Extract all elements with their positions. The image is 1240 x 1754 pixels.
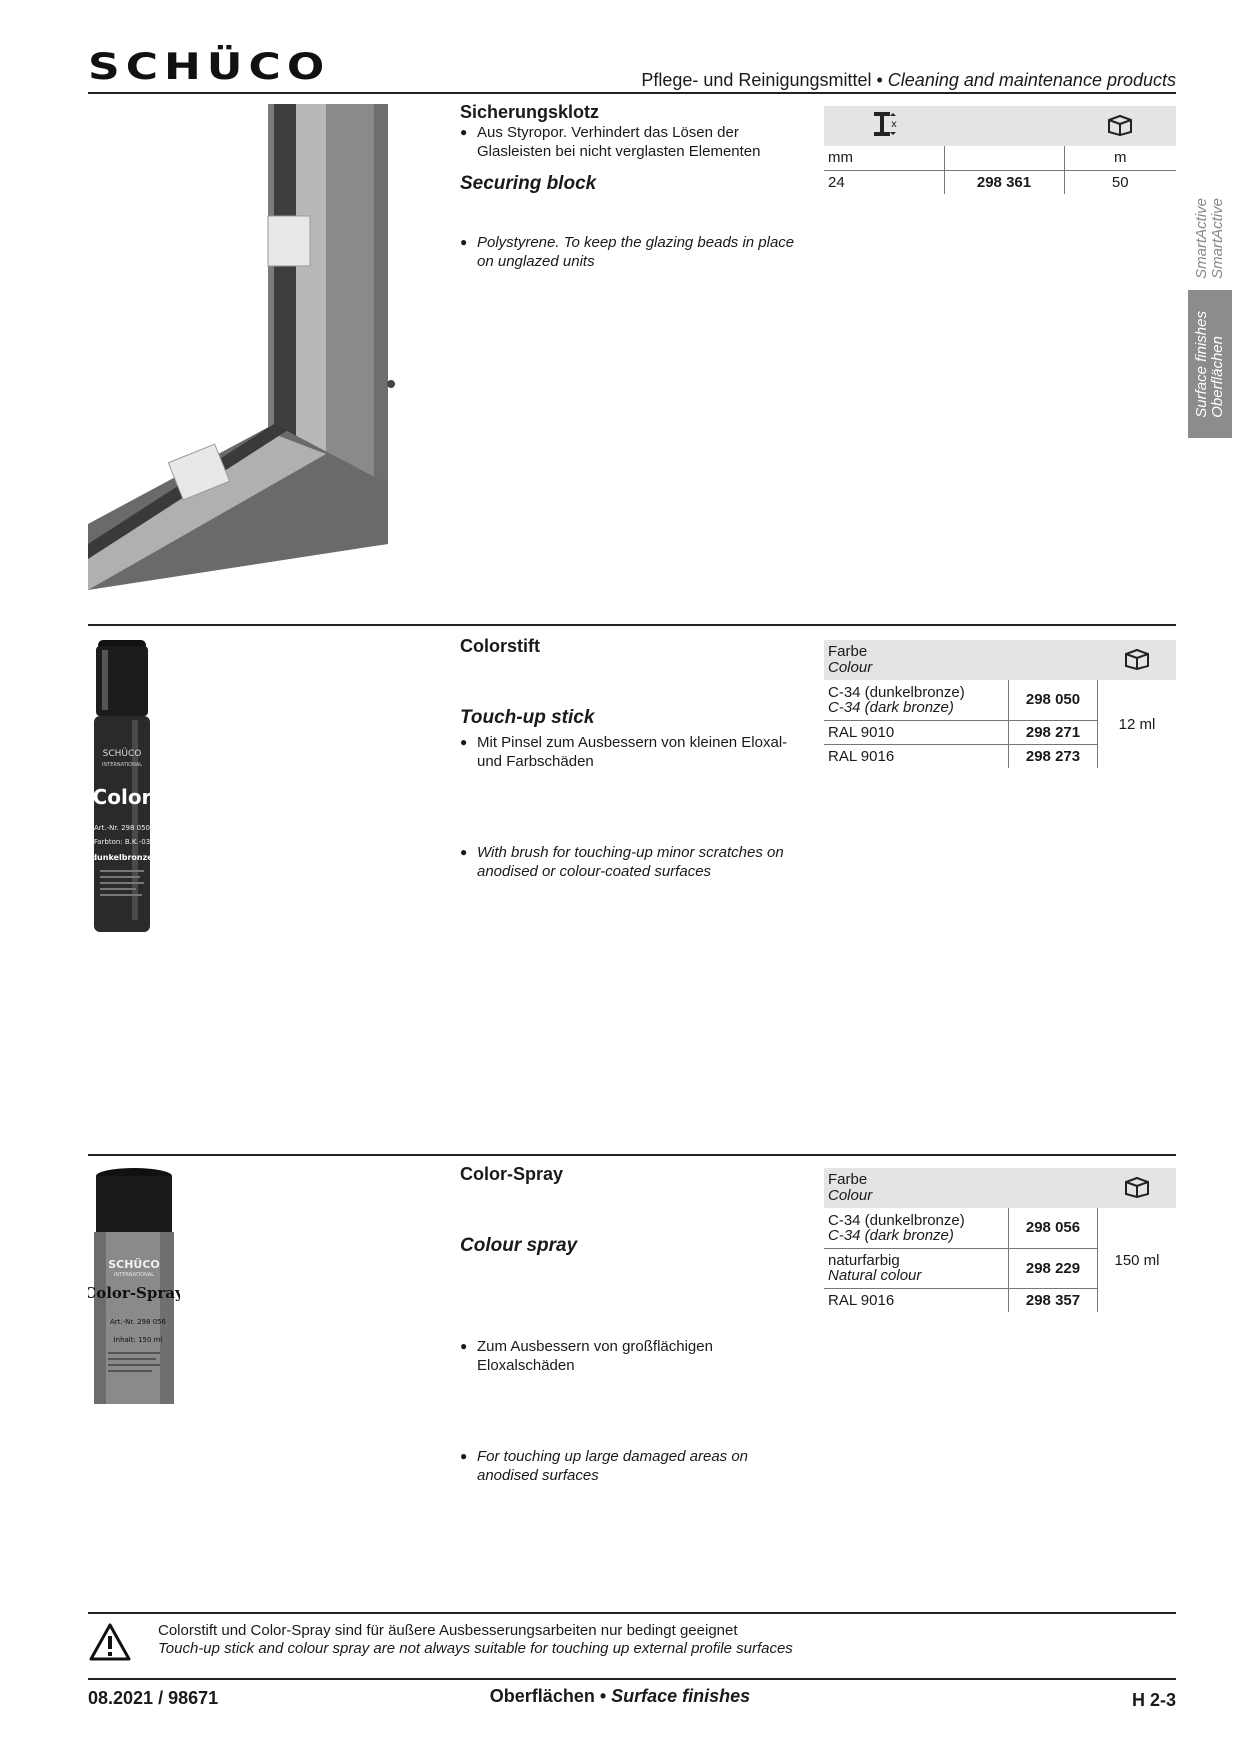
touch-up-stick-image [88,638,158,936]
product-desc-en: ● Polystyrene. To keep the glazing beads in place on unglazed units [460,233,797,271]
colour-row-de: RAL 9010 [824,720,1009,744]
article-number: 298 357 [1009,1288,1098,1312]
product-desc-de: ● Zum Ausbessern von großflächigen Eloxalschäden [460,1337,797,1375]
footer-section-de: Oberflächen • [489,1686,612,1706]
spray-big-label: Color-Spray [88,1284,180,1302]
product-title-en: Colour spray [460,1235,578,1256]
side-tab-surface-en: Surface finishes [1193,310,1210,418]
side-tab-smartactive-en: SmartActive [1209,197,1226,279]
footer-doc-id: 08.2021 / 98671 [88,1688,219,1708]
header-rule [88,92,1176,94]
section-rule [88,624,1176,626]
side-tab-smartactive[interactable] [1188,192,1232,284]
colour-row-en: C-34 (dark bronze) [828,698,954,716]
warning-text-de: Colorstift und Color-Spray sind für äußere Ausbesserungsarbeiten nur bedingt geeignet [158,1622,738,1639]
qty-value: 50 [1064,170,1176,194]
colour-header-en: Colour [828,659,873,676]
colour-row-en: Natural colour [828,1267,922,1284]
colour-row-de: RAL 9016 [828,1291,895,1309]
spray-sub-label: INTERNATIONAL [113,1272,155,1278]
article-number: 298 273 [1009,744,1098,768]
product-title-en: Securing block [460,173,597,194]
article-number: 298 271 [1009,720,1098,744]
footer-section [0,1686,1240,1707]
stick-label-2: Farbton: B.K.-03 [93,838,151,846]
product-title-de: Sicherungsklotz [460,102,600,122]
article-number: 298 050 [1009,680,1098,720]
warning-text-en: Touch-up stick and colour spray are not always suitable for touching up external profile surfaces [158,1640,793,1657]
package-icon [1098,640,1177,680]
product-title-en: Touch-up stick [460,707,595,728]
colour-spray-table [824,1168,1176,1312]
package-icon [1064,106,1176,146]
page-header-title [641,70,1176,91]
colour-header-en: Colour [828,1187,873,1204]
unit-mm: mm [824,146,944,170]
footer-section-en: Surface finishes [611,1686,751,1706]
colour-row-de: C-34 (dunkelbronze) [828,1211,965,1229]
securing-block-image [88,104,398,590]
colour-header-de: Farbe [828,643,868,660]
article-number: 298 229 [1009,1248,1098,1288]
stick-big-label: Color [92,785,152,809]
side-tab-surface-de: Oberflächen [1209,335,1226,418]
schueco-logo: SCHÜCO [88,46,331,88]
qty-value: 150 ml [1098,1208,1177,1312]
product-desc-en: ● For touching up large damaged areas on anodised surfaces [460,1447,797,1485]
article-number: 298 056 [1009,1208,1098,1248]
colour-row-de: C-34 (dunkelbronze) [828,683,965,701]
unit-m: m [1064,146,1176,170]
warning-text [158,1622,793,1658]
spray-brand-label: SCHÜCO [108,1258,160,1271]
size-value: 24 [828,173,845,191]
header-title-de: Pflege- und Reinigungsmittel • [641,70,888,90]
touch-up-stick-table [824,640,1176,768]
product-title-de: Color-Spray [460,1164,564,1184]
product-desc-de: ● Aus Styropor. Verhindert das Lösen der Glasleisten bei nicht verglasten Elementen [460,123,797,161]
dimension-icon [824,106,944,146]
product-desc-de: ● Mit Pinsel zum Ausbessern von kleinen Eloxal- und Farbschäden [460,733,797,771]
stick-sub-label: INTERNATIONAL [101,762,143,768]
product-title-de: Colorstift [460,636,540,656]
side-tab-surface-finishes[interactable] [1188,290,1232,438]
securing-block-table [824,106,1176,194]
stick-label-1: Art.-Nr. 298 050 [93,824,151,832]
page-number: H 2-3 [1131,1690,1176,1710]
warning-rule-top [88,1612,1176,1614]
product-desc-en: ● With brush for touching-up minor scratches on anodised or colour-coated surfaces [460,843,797,881]
warning-icon [88,1622,132,1667]
header-title-en: Cleaning and maintenance products [887,70,1176,90]
spray-label-1: Art.-Nr. 298 056 [109,1318,167,1326]
side-tab-smartactive-de: SmartActive [1193,197,1210,279]
article-number: 298 361 [944,170,1064,194]
colour-row-en: C-34 (dark bronze) [828,1226,954,1244]
qty-value: 12 ml [1098,680,1177,768]
footer-rule [88,1678,1176,1680]
svg-text:x: x [891,119,897,130]
colour-row-de: naturfarbig [828,1252,900,1269]
spray-label-2: Inhalt: 150 ml [113,1336,163,1344]
stick-label-3: dunkelbronze [91,853,153,862]
section-rule [88,1154,1176,1156]
package-icon [1098,1168,1177,1208]
colour-spray-image [88,1166,180,1408]
colour-header-de: Farbe [828,1171,868,1188]
stick-brand-label: SCHÜCO [102,749,142,759]
colour-row-de: RAL 9016 [828,747,895,765]
